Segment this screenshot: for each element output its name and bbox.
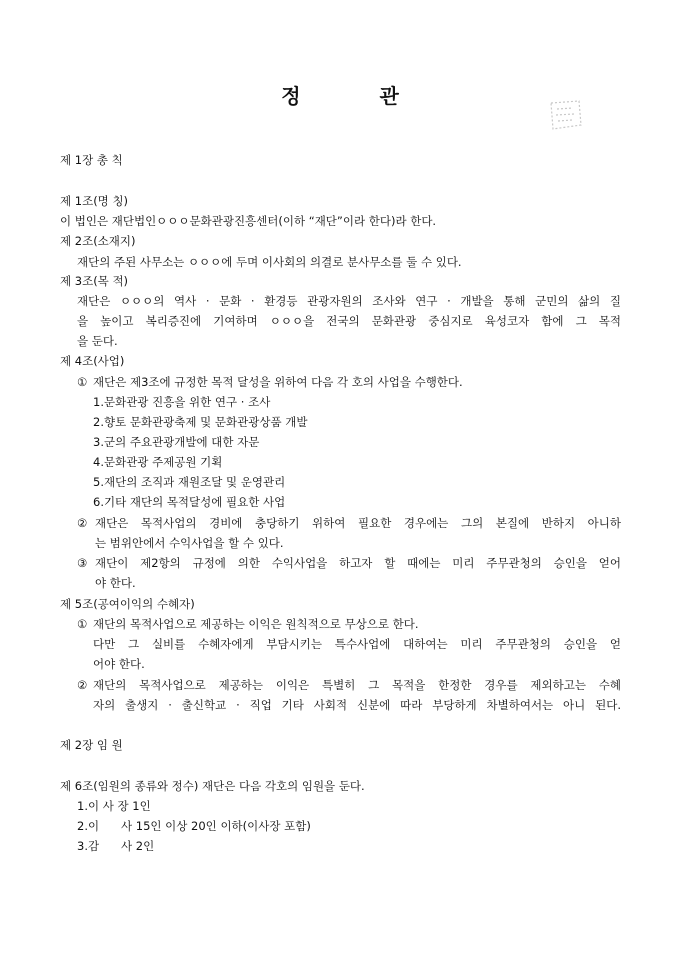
article-4-item: 5.재단의 조직과 재원조달 및 운영관리 [93, 475, 286, 489]
article-4-para-3-line: 야 한다. [95, 576, 136, 590]
article-4-para-3-number: ③ [77, 556, 88, 570]
article-4-item: 4.문화관광 주제공원 기획 [93, 455, 223, 469]
article-5-para-1-line: 다만 그 실비를 수혜자에게 부담시키는 특수사업에 대하여는 미리 주무관청의 승인을 얻 [93, 637, 621, 651]
article-6-item: 3.감 사 2인 [77, 839, 155, 853]
article-6-item: 2.이 사 15인 이상 20인 이하(이사장 포함) [77, 819, 311, 833]
article-3-heading: 제 3조(목 적) [60, 274, 129, 288]
article-2-heading: 제 2조(소재지) [60, 234, 136, 248]
article-4-heading: 제 4조(사업) [60, 354, 125, 368]
article-6-item: 1.이 사 장 1인 [77, 799, 151, 813]
article-4-para-1-number: ① [77, 375, 88, 389]
chapter-1-heading: 제 1장 총 칙 [60, 153, 123, 167]
article-3-body-line: 재단은 ㅇㅇㅇ의 역사 · 문화 · 환경등 관광자원의 조사와 연구 · 개발을 통해 군민의 삶의 질 [77, 294, 621, 308]
article-4-item: 3.군의 주요관광개발에 대한 자문 [93, 435, 260, 449]
seal-stamp [543, 95, 587, 135]
article-4-para-3-line: 재단이 제2항의 규정에 의한 수익사업을 하고자 할 때에는 미리 주무관청의 승인을 얻어 [95, 556, 621, 570]
article-4-item: 6.기타 재단의 목적달성에 필요한 사업 [93, 495, 286, 509]
article-5-para-1-line: 재단의 목적사업으로 제공하는 이익은 원칙적으로 무상으로 한다. [93, 617, 419, 631]
article-4-para-2-line: 재단은 목적사업의 경비에 충당하기 위하여 필요한 경우에는 그의 본질에 반하지 아니하 [95, 516, 621, 530]
article-6-heading: 제 6조(임원의 종류와 정수) 재단은 다음 각호의 임원을 둔다. [60, 779, 365, 793]
article-1-heading: 제 1조(명 칭) [60, 194, 129, 208]
article-3-body-line: 을 높이고 복리증진에 기여하며 ㅇㅇㅇ을 전국의 문화관광 중심지로 육성코자 함에 그 목적 [77, 314, 621, 328]
article-2-body: 재단의 주된 사무소는 ㅇㅇㅇ에 두며 이사회의 의결로 분사무소를 둘 수 있다. [77, 255, 462, 269]
article-4-item: 1.문화관광 진흥을 위한 연구 · 조사 [93, 395, 271, 409]
article-5-para-2-number: ② [77, 678, 88, 692]
article-5-para-1-line: 어야 한다. [93, 657, 145, 671]
article-5-para-2-line: 자의 출생지 · 출신학교 · 직업 기타 사회적 신분에 따라 부당하게 차별하여서는 아니 된다. [93, 698, 621, 712]
article-4-para-2-line: 는 범위안에서 수익사업을 할 수 있다. [95, 536, 284, 550]
article-4-para-1-text: 재단은 제3조에 규정한 목적 달성을 위하여 다음 각 호의 사업을 수행한다. [93, 375, 463, 389]
article-5-para-1-number: ① [77, 617, 88, 631]
article-5-heading: 제 5조(공여이익의 수혜자) [60, 597, 195, 611]
article-1-body: 이 법인은 재단법인ㅇㅇㅇ문화관광진흥센터(이하 “재단”이라 한다)라 한다. [60, 214, 437, 228]
article-3-body-line: 을 둔다. [77, 334, 118, 348]
article-5-para-2-line: 재단의 목적사업으로 제공하는 이익은 특별히 그 목적을 한정한 경우를 제외하고는 수혜 [93, 678, 621, 692]
article-4-para-2-number: ② [77, 516, 88, 530]
document-title: 정 관 [281, 84, 435, 108]
article-4-item: 2.향토 문화관광축제 및 문화관광상품 개발 [93, 415, 308, 429]
chapter-2-heading: 제 2장 임 원 [60, 738, 123, 752]
